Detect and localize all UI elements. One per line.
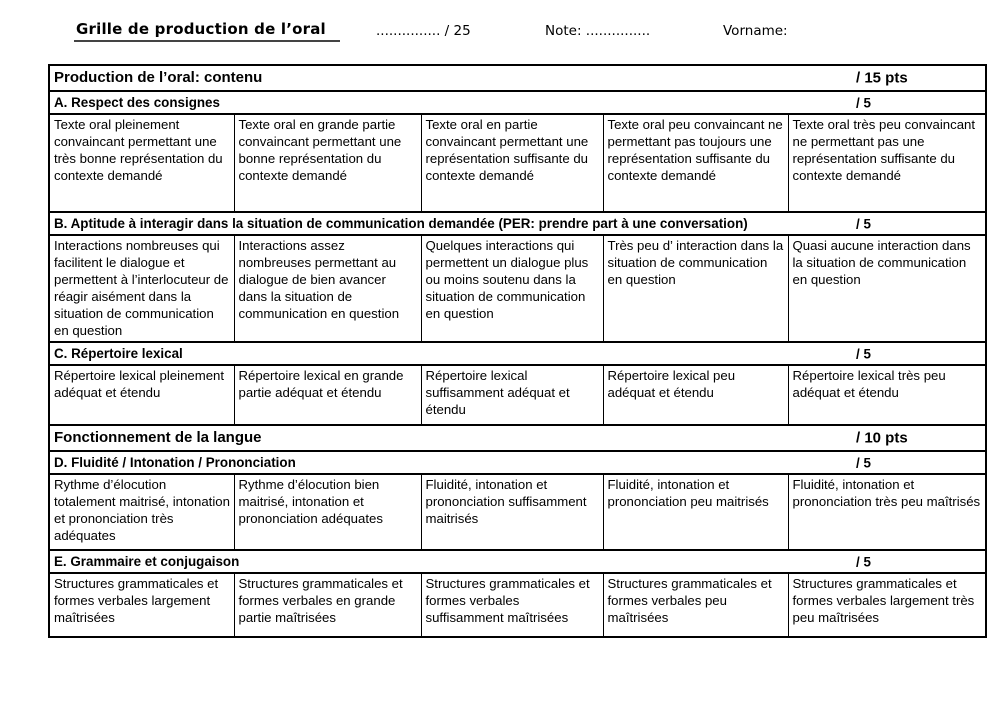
part1-points: / 15 pts bbox=[856, 69, 908, 87]
sectionA-title-cell bbox=[49, 91, 986, 114]
sectionC-level-3: Répertoire lexical suffisamment adéquat et étendu bbox=[421, 365, 603, 425]
sectionC-header-row bbox=[49, 342, 986, 365]
sectionD-points: / 5 bbox=[856, 455, 871, 470]
total-score-blank: ............... / 25 bbox=[376, 23, 471, 39]
sectionA-level-3: Texte oral en partie convaincant permettant une représentation suffisante du contexte demandé bbox=[421, 114, 603, 212]
sectionA-level-5: Texte oral très peu convaincant ne permettant pas une représentation suffisante du contexte demandé bbox=[788, 114, 986, 212]
sectionB-level-2: Interactions assez nombreuses permettant au dialogue de bien avancer dans la situation de communication en question bbox=[234, 235, 421, 342]
note-field: Note: ............... bbox=[545, 23, 651, 39]
sectionC-level-2: Répertoire lexical en grande partie adéquat et étendu bbox=[234, 365, 421, 425]
sectionE-level-4: Structures grammaticales et formes verbales peu maîtrisées bbox=[603, 573, 788, 637]
sectionB-title-cell bbox=[49, 212, 986, 235]
sectionC-level-1: Répertoire lexical pleinement adéquat et étendu bbox=[49, 365, 234, 425]
sectionA-level-4: Texte oral peu convaincant ne permettant pas toujours une représentation suffisante du contexte demandé bbox=[603, 114, 788, 212]
part2-header-row bbox=[49, 425, 986, 451]
sectionB-header-row bbox=[49, 212, 986, 235]
sectionD-title-cell bbox=[49, 451, 986, 474]
sectionD-header-row bbox=[49, 451, 986, 474]
part2-title-cell bbox=[49, 425, 986, 451]
sectionB-levels-row bbox=[49, 235, 986, 342]
sectionB-level-5: Quasi aucune interaction dans la situation de communication en question bbox=[788, 235, 986, 342]
sectionB-points: / 5 bbox=[856, 216, 871, 231]
sectionD-title: D. Fluidité / Intonation / Prononciation bbox=[54, 454, 296, 470]
sectionE-header-row bbox=[49, 550, 986, 573]
sectionE-level-3: Structures grammaticales et formes verbales suffisamment maîtrisées bbox=[421, 573, 603, 637]
sectionC-level-5: Répertoire lexical très peu adéquat et étendu bbox=[788, 365, 986, 425]
sectionC-points: / 5 bbox=[856, 346, 871, 361]
part1-title-cell bbox=[49, 65, 986, 91]
sectionA-header-row bbox=[49, 91, 986, 114]
part2-points: / 10 pts bbox=[856, 429, 908, 447]
part2-title: Fonctionnement de la langue bbox=[54, 429, 262, 446]
sectionB-level-1: Interactions nombreuses qui facilitent le dialogue et permettent à l’interlocuteur de réagir aisément dans la situation de communication en question bbox=[49, 235, 234, 342]
sectionE-level-5: Structures grammaticales et formes verbales largement très peu maîtrisées bbox=[788, 573, 986, 637]
sectionD-level-5: Fluidité, intonation et prononciation très peu maîtrisés bbox=[788, 474, 986, 550]
document-title: Grille de production de l’oral bbox=[74, 20, 340, 42]
sectionA-level-1: Texte oral pleinement convaincant permettant une très bonne représentation du contexte demandé bbox=[49, 114, 234, 212]
sectionE-points: / 5 bbox=[856, 554, 871, 569]
sectionA-level-2: Texte oral en grande partie convaincant permettant une bonne représentation du contexte demandé bbox=[234, 114, 421, 212]
sectionB-level-3: Quelques interactions qui permettent un dialogue plus ou moins soutenu dans la situation de communication en question bbox=[421, 235, 603, 342]
rubric-table bbox=[48, 64, 987, 638]
sectionA-title: A. Respect des consignes bbox=[54, 94, 220, 110]
vorname-field: Vorname: bbox=[723, 23, 788, 39]
sectionA-points: / 5 bbox=[856, 95, 871, 110]
part1-header-row bbox=[49, 65, 986, 91]
sectionE-level-2: Structures grammaticales et formes verbales en grande partie maîtrisées bbox=[234, 573, 421, 637]
sectionD-level-1: Rythme d’élocution totalement maitrisé, intonation et prononciation très adéquates bbox=[49, 474, 234, 550]
sectionD-level-4: Fluidité, intonation et prononciation peu maitrisés bbox=[603, 474, 788, 550]
sectionB-level-4: Très peu d’ interaction dans la situation de communication en question bbox=[603, 235, 788, 342]
sectionC-levels-row bbox=[49, 365, 986, 425]
sectionE-title: E. Grammaire et conjugaison bbox=[54, 553, 240, 569]
page-header bbox=[0, 0, 1000, 60]
sectionC-level-4: Répertoire lexical peu adéquat et étendu bbox=[603, 365, 788, 425]
sectionE-title-cell bbox=[49, 550, 986, 573]
sectionD-levels-row bbox=[49, 474, 986, 550]
sectionC-title: C. Répertoire lexical bbox=[54, 345, 183, 361]
part1-title: Production de l’oral: contenu bbox=[54, 69, 263, 86]
sectionD-level-3: Fluidité, intonation et prononciation suffisamment maitrisés bbox=[421, 474, 603, 550]
sectionE-levels-row bbox=[49, 573, 986, 637]
sectionA-levels-row bbox=[49, 114, 986, 212]
sectionD-level-2: Rythme d’élocution bien maitrisé, intonation et prononciation adéquates bbox=[234, 474, 421, 550]
sectionC-title-cell bbox=[49, 342, 986, 365]
sectionB-title: B. Aptitude à interagir dans la situation de communication demandée (PER: prendre part à une conversation) bbox=[54, 215, 748, 231]
sectionE-level-1: Structures grammaticales et formes verbales largement maîtrisées bbox=[49, 573, 234, 637]
